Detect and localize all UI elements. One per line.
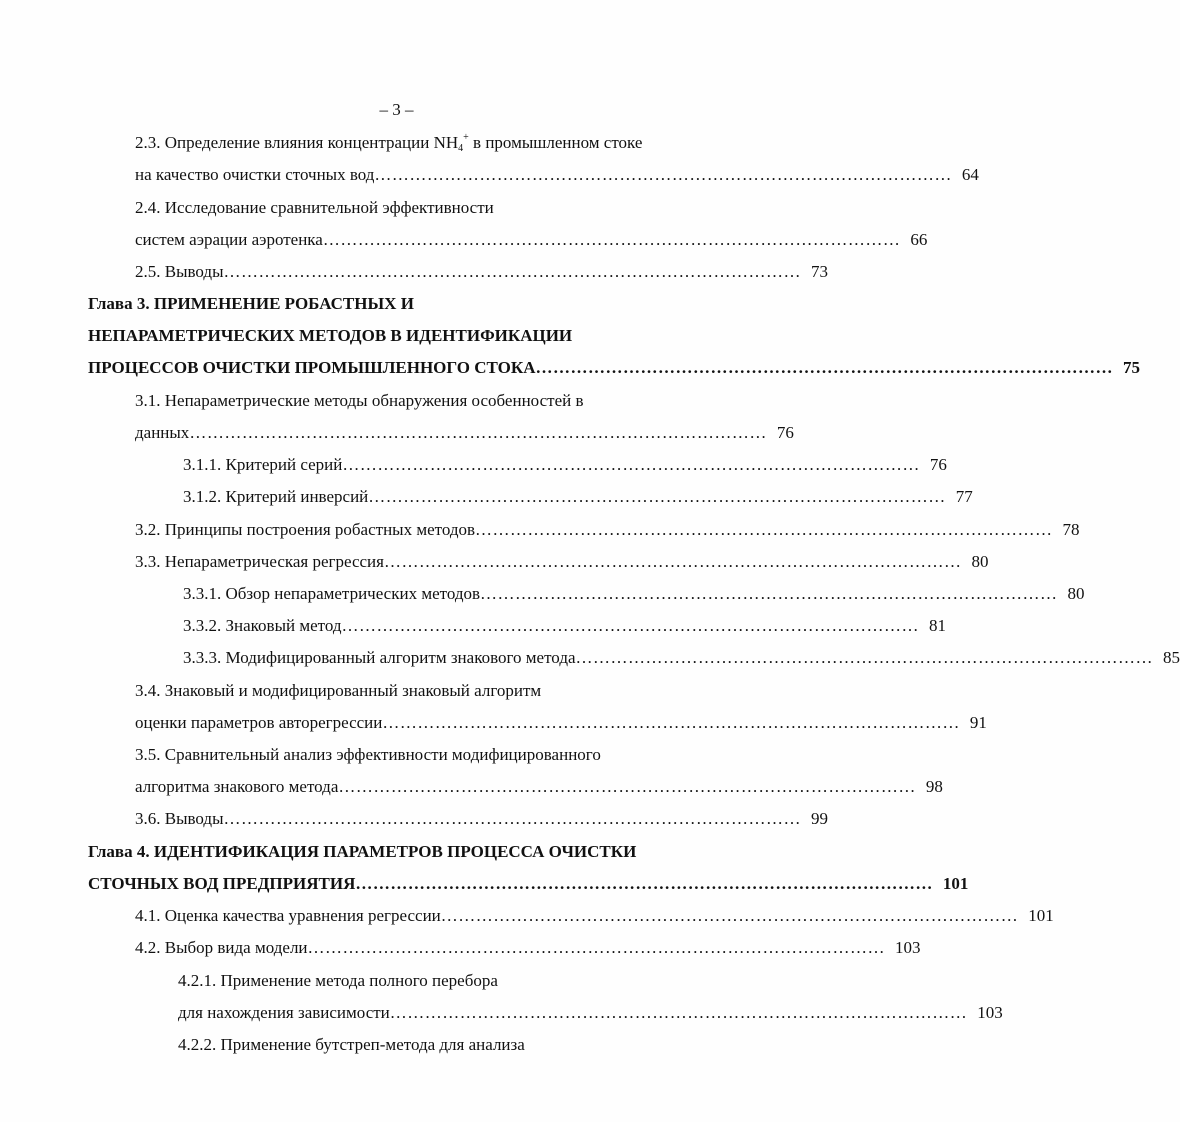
toc-entry-text: 3.4. Знаковый и модифицированный знаковый алгоритм (135, 681, 542, 700)
page-number: – 3 – (379, 100, 414, 119)
toc-entry-3-3-1 (183, 582, 1085, 606)
toc-page-number: 101 (942, 874, 969, 893)
toc-entry-text: 3.5. Сравнительный анализ эффективности модифицированного (135, 745, 601, 764)
dot-leader: ……………………………………………………………………………………… (535, 358, 1113, 377)
dot-leader: ……………………………………………………………………………………… (480, 584, 1058, 603)
dot-leader: ……………………………………………………………………………………… (440, 906, 1019, 925)
dot-leader: ……………………………………………………………………………………… (575, 648, 1154, 667)
dot-leader: ……………………………………………………………………………………… (322, 230, 901, 249)
dot-leader: ……………………………………………………………………………………… (189, 423, 767, 442)
dot-leader: ……………………………………………………………………………………… (475, 520, 1053, 539)
toc-entry-4-2 (135, 936, 921, 960)
toc-entry-text: Глава 4. ИДЕНТИФИКАЦИЯ ПАРАМЕТРОВ ПРОЦЕССА ОЧИСТКИ (88, 842, 637, 861)
toc-page-number: 76 (929, 455, 947, 474)
toc-entry-3-4-cont (135, 711, 987, 735)
toc-entry-text: 3.6. Выводы (135, 809, 224, 828)
dot-leader: ……………………………………………………………………………………… (368, 487, 946, 506)
dot-leader: ……………………………………………………………………………………… (341, 616, 920, 635)
toc-entry-text: 4.2.1. Применение метода полного перебора (178, 971, 498, 990)
toc-page-number: 103 (977, 1003, 1003, 1022)
toc-entry-text: 3.1. Непараметрические методы обнаружения особенностей в (135, 391, 584, 410)
toc-chapter-3-title-line2 (88, 324, 572, 348)
toc-entry-2-4 (135, 196, 494, 220)
toc-entry-4-2-1 (178, 969, 498, 993)
toc-entry-3-1-cont (135, 421, 794, 445)
dot-leader: ……………………………………………………………………………………… (307, 938, 886, 957)
toc-entry-text: систем аэрации аэротенка (135, 230, 323, 249)
toc-entry-3-3 (135, 550, 989, 574)
toc-chapter-4-title (88, 840, 636, 864)
toc-page-number: 64 (961, 165, 979, 184)
dot-leader: ……………………………………………………………………………………… (223, 262, 802, 281)
toc-page-number: 80 (971, 552, 989, 571)
toc-page-number: 73 (811, 262, 829, 281)
toc-entry-text: 4.2.2. Применение бутстреп-метода для анализа (178, 1035, 525, 1054)
toc-page-number: 75 (1122, 358, 1140, 377)
toc-page-number: 91 (969, 713, 987, 732)
toc-page-number: 81 (929, 616, 947, 635)
dot-leader: ……………………………………………………………………………………… (223, 809, 802, 828)
dot-leader: ……………………………………………………………………………………… (355, 874, 933, 893)
dot-leader: ……………………………………………………………………………………… (389, 1003, 968, 1022)
toc-entry-4-2-1-cont (178, 1001, 1003, 1025)
toc-entry-2-5 (135, 260, 829, 284)
dot-leader: ……………………………………………………………………………………… (342, 455, 920, 474)
toc-entry-text: 4.1. Оценка качества уравнения регрессии (135, 906, 441, 925)
toc-entry-text: 3.3.2. Знаковый метод (183, 616, 342, 635)
subscript: 4 (458, 143, 464, 154)
toc-entry-2-3 (135, 131, 642, 155)
toc-entry-text: 2.5. Выводы (135, 262, 224, 281)
toc-entry-3-1-2 (183, 485, 973, 509)
toc-entry-text: оценки параметров авторегрессии (135, 713, 383, 732)
toc-entry-3-5 (135, 743, 601, 767)
toc-entry-text: ПРОЦЕССОВ ОЧИСТКИ ПРОМЫШЛЕННОГО СТОКА (88, 358, 536, 377)
toc-entry-3-5-cont (135, 775, 943, 799)
toc-entry-text: 3.2. Принципы построения робастных методов (135, 520, 476, 539)
toc-entry-text: 3.3. Непараметрическая регрессия (135, 552, 384, 571)
toc-entry-3-2 (135, 518, 1080, 542)
toc-entry-3-1 (135, 389, 583, 413)
toc-page-number: 101 (1028, 906, 1054, 925)
toc-entry-3-4 (135, 679, 541, 703)
toc-chapter-3-title-line3 (88, 356, 1140, 380)
toc-chapter-4-title-line2 (88, 872, 969, 896)
toc-entry-text: 3.1.2. Критерий инверсий (183, 487, 369, 506)
dot-leader: ……………………………………………………………………………………… (338, 777, 916, 796)
toc-page-number: 99 (811, 809, 829, 828)
toc-page-number: 80 (1067, 584, 1085, 603)
toc-entry-text: 3.3.3. Модифицированный алгоритм знакового метода (183, 648, 576, 667)
toc-entry-text: НЕПАРАМЕТРИЧЕСКИХ МЕТОДОВ В ИДЕНТИФИКАЦИИ (88, 326, 573, 345)
toc-entry-3-3-2 (183, 614, 947, 638)
dot-leader: ……………………………………………………………………………………… (383, 552, 962, 571)
toc-entry-3-6 (135, 807, 829, 831)
toc-page-number: 77 (955, 487, 973, 506)
toc-entry-text: 3.3.1. Обзор непараметрических методов (183, 584, 481, 603)
toc-page-number: 66 (910, 230, 928, 249)
toc-entry-text: 4.2. Выбор вида модели (135, 938, 308, 957)
toc-entry-text: 2.3. Определение влияния концентрации NH (135, 133, 459, 152)
toc-entry-text: на качество очистки сточных вод (135, 165, 375, 184)
toc-page-number: 76 (776, 423, 794, 442)
toc-entry-text: Глава 3. ПРИМЕНЕНИЕ РОБАСТНЫХ И (88, 294, 414, 313)
toc-entry-2-4-cont (135, 228, 928, 252)
toc-entry-2-3-cont (135, 163, 979, 187)
toc-chapter-3-title (88, 292, 414, 316)
toc-entry-3-3-3 (183, 646, 1180, 670)
toc-entry-4-1 (135, 904, 1054, 928)
dot-leader: ……………………………………………………………………………………… (374, 165, 952, 184)
toc-entry-text: СТОЧНЫХ ВОД ПРЕДПРИЯТИЯ (88, 874, 356, 893)
toc-entry-text: алгоритма знакового метода (135, 777, 339, 796)
superscript: + (463, 132, 469, 143)
toc-entry-text: данных (135, 423, 190, 442)
toc-page-number: 103 (895, 938, 921, 957)
toc-entry-4-2-2 (178, 1033, 525, 1057)
toc-entry-text: 3.1.1. Критерий серий (183, 455, 343, 474)
toc-entry-text: 2.4. Исследование сравнительной эффективности (135, 198, 494, 217)
toc-page-number: 78 (1062, 520, 1080, 539)
toc-entry-text: для нахождения зависимости (178, 1003, 390, 1022)
toc-page-number: 85 (1163, 648, 1180, 667)
dot-leader: ……………………………………………………………………………………… (382, 713, 960, 732)
toc-entry-text-cont: в промышленном стоке (468, 133, 643, 152)
toc-entry-3-1-1 (183, 453, 947, 477)
toc-page-number: 98 (925, 777, 943, 796)
